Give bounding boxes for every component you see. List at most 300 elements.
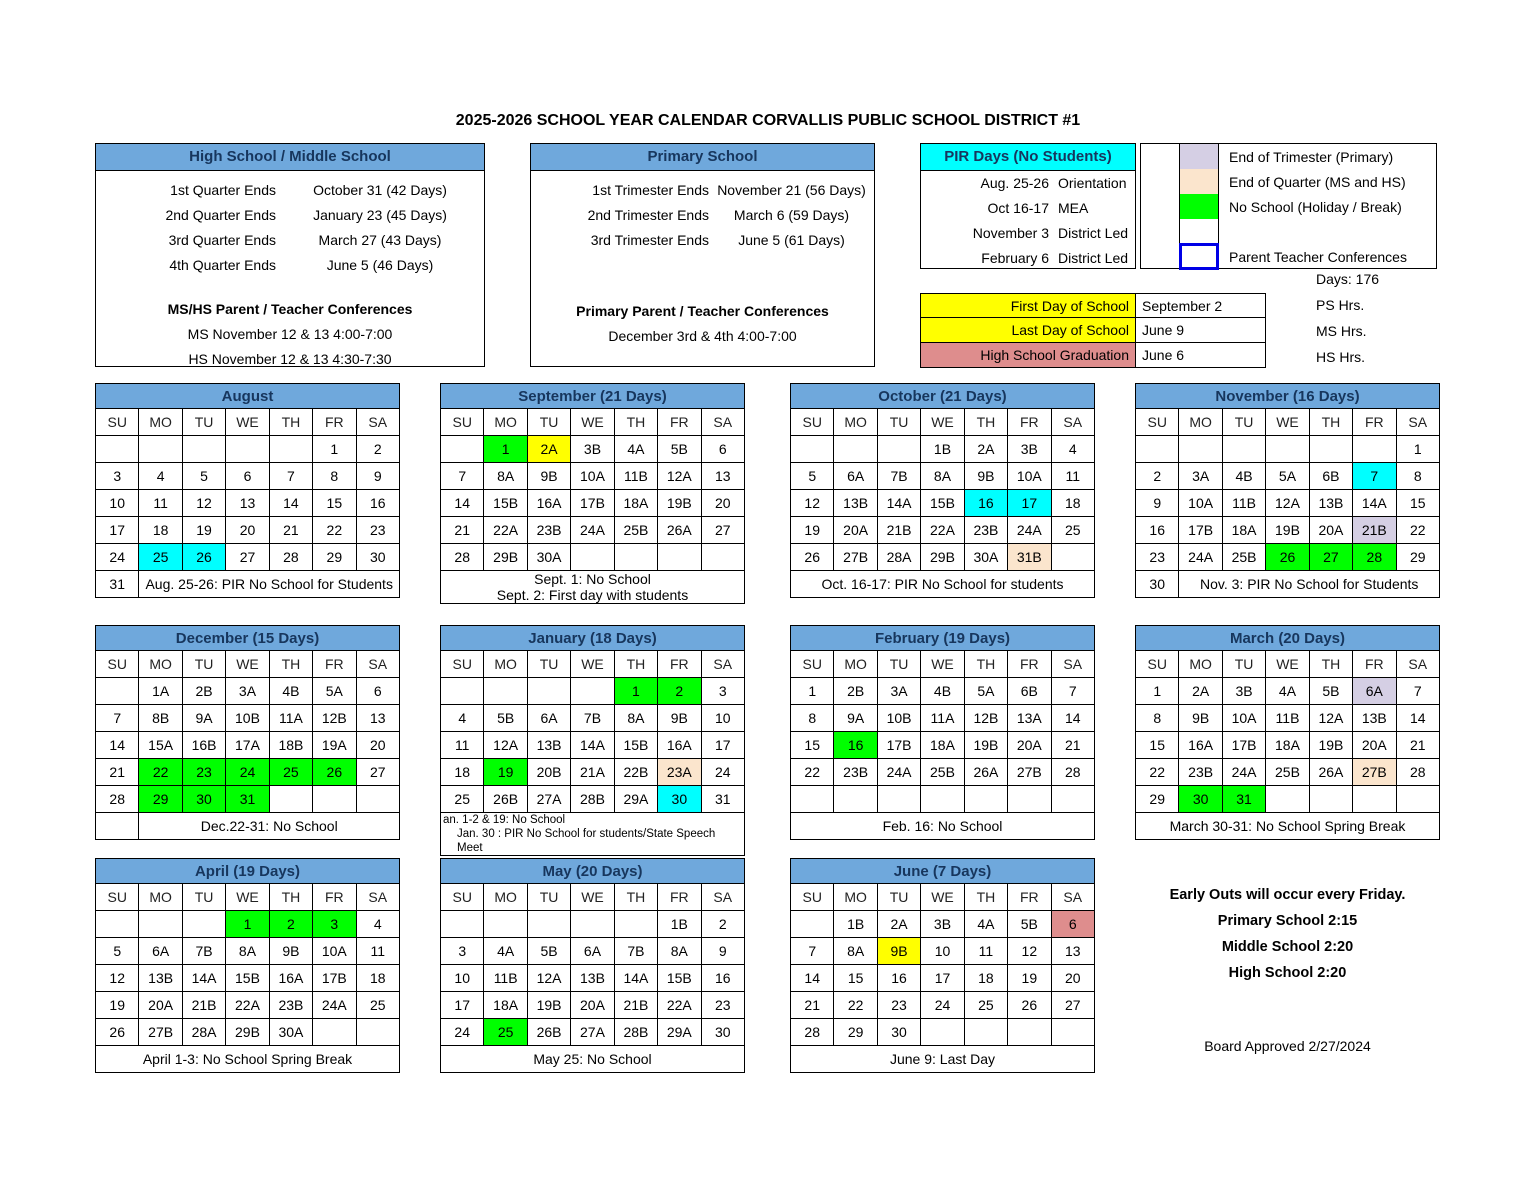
- day-cell: 26A: [1309, 759, 1352, 786]
- day-cell: 22: [834, 992, 877, 1019]
- month-note-line: Dec.22-31: No School: [200, 818, 338, 834]
- day-cell: 4B: [269, 678, 312, 705]
- month-note: [441, 813, 745, 856]
- month-note-line: Sept. 1: No School: [534, 571, 651, 587]
- day-header: TH: [614, 409, 657, 436]
- day-cell: 20: [226, 517, 269, 544]
- day-cell: 2B: [834, 678, 877, 705]
- day-cell: 9A: [834, 705, 877, 732]
- day-cell: 19A: [313, 732, 356, 759]
- legend-label: End of Quarter (MS and HS): [1229, 173, 1406, 190]
- day-header: TU: [1222, 409, 1265, 436]
- day-header: MO: [484, 409, 527, 436]
- day-cell: 9: [1136, 490, 1179, 517]
- day-header: MO: [834, 651, 877, 678]
- day-cell: 27B: [1008, 759, 1051, 786]
- day-cell: [1309, 786, 1352, 813]
- day-cell: 5B: [1008, 911, 1051, 938]
- day-header: SU: [96, 884, 139, 911]
- day-header: WE: [571, 409, 614, 436]
- day-header: TH: [614, 651, 657, 678]
- day-cell: 8A: [484, 463, 527, 490]
- day-cell: 1B: [658, 911, 701, 938]
- day-header: SU: [791, 409, 834, 436]
- day-header: FR: [1353, 651, 1396, 678]
- day-header: SU: [441, 884, 484, 911]
- day-cell: [964, 1019, 1007, 1046]
- day-header: FR: [313, 651, 356, 678]
- day-cell: 19: [1008, 965, 1051, 992]
- day-cell: 20A: [1008, 732, 1051, 759]
- day-cell: 14A: [877, 490, 920, 517]
- pir-row: [921, 196, 1135, 221]
- hs-hours: HS Hrs.: [1316, 349, 1365, 365]
- day-cell: 2A: [527, 436, 570, 463]
- day-cell: 25: [269, 759, 312, 786]
- ms-hours: MS Hrs.: [1316, 323, 1367, 339]
- month-note-line: Aug. 25-26: PIR No School for Students: [145, 576, 393, 592]
- month-february: [790, 625, 1095, 840]
- quarter-row: [96, 203, 484, 228]
- day-header: SU: [96, 409, 139, 436]
- key-date-row: [920, 343, 1266, 368]
- day-cell: 1B: [834, 911, 877, 938]
- day-cell: 23B: [964, 517, 1007, 544]
- day-header: SA: [1396, 409, 1439, 436]
- month-note: [139, 813, 400, 840]
- key-date-value: June 9: [1136, 318, 1266, 343]
- day-cell: 29: [139, 786, 182, 813]
- day-cell: 27: [1309, 544, 1352, 571]
- day-cell: 12: [791, 490, 834, 517]
- day-cell: 15: [1396, 490, 1439, 517]
- day-cell: 19B: [1266, 517, 1309, 544]
- day-cell: 12A: [527, 965, 570, 992]
- day-cell: 11B: [1266, 705, 1309, 732]
- day-cell: 10A: [1179, 490, 1222, 517]
- day-cell: 18: [1051, 490, 1094, 517]
- day-cell: 3: [313, 911, 356, 938]
- quarter-label: 3rd Quarter Ends: [168, 232, 276, 248]
- month-title: April (19 Days): [95, 858, 400, 883]
- day-cell: 8: [1136, 705, 1179, 732]
- day-cell: 23B: [269, 992, 312, 1019]
- hs-ms-box: [95, 143, 485, 367]
- day-header: TH: [1309, 409, 1352, 436]
- day-cell: 2: [701, 911, 744, 938]
- early-out-primary: Primary School 2:15: [1217, 913, 1358, 929]
- day-cell: 18: [139, 517, 182, 544]
- day-cell: [1266, 786, 1309, 813]
- day-cell: 4B: [1222, 463, 1265, 490]
- day-cell: 4A: [964, 911, 1007, 938]
- day-header: SU: [1136, 409, 1179, 436]
- day-header: SA: [1051, 884, 1094, 911]
- day-cell: 28: [269, 544, 312, 571]
- day-cell: 8A: [658, 938, 701, 965]
- day-cell: 2: [1136, 463, 1179, 490]
- ps-hours: PS Hrs.: [1316, 297, 1365, 313]
- legend-row: [1179, 219, 1407, 244]
- day-header: MO: [1179, 409, 1222, 436]
- trimester-date: June 5 (61 Days): [738, 232, 845, 248]
- days-hours-block: [1316, 266, 1379, 370]
- day-cell: 1: [484, 436, 527, 463]
- day-header: WE: [226, 651, 269, 678]
- day-cell: 19B: [527, 992, 570, 1019]
- day-header: FR: [658, 409, 701, 436]
- day-cell: 18A: [614, 490, 657, 517]
- day-cell: 16: [834, 732, 877, 759]
- day-cell: 5B: [658, 436, 701, 463]
- day-cell: 23: [1136, 544, 1179, 571]
- day-cell: 1: [614, 678, 657, 705]
- day-cell: [527, 911, 570, 938]
- day-cell: 8A: [921, 463, 964, 490]
- day-cell: 17: [921, 965, 964, 992]
- day-cell: 28: [1353, 544, 1396, 571]
- day-cell: 30: [356, 544, 399, 571]
- month-title: February (19 Days): [790, 625, 1095, 650]
- day-cell: 31: [701, 786, 744, 813]
- month-note-line: Jan. 30 : PIR No School for students/State Speech Meet: [457, 828, 716, 854]
- day-cell: 18: [964, 965, 1007, 992]
- day-cell: 19: [182, 517, 225, 544]
- day-cell: 24: [921, 992, 964, 1019]
- day-header: TU: [877, 651, 920, 678]
- day-cell: 19B: [964, 732, 1007, 759]
- day-cell: 13: [226, 490, 269, 517]
- day-cell: 17B: [1179, 517, 1222, 544]
- day-cell: [571, 544, 614, 571]
- trimester-row: [531, 178, 874, 203]
- day-header: TH: [269, 409, 312, 436]
- day-cell: 7: [1396, 678, 1439, 705]
- day-cell: 26B: [484, 786, 527, 813]
- month-grid: [440, 408, 745, 604]
- day-cell: 7: [269, 463, 312, 490]
- day-cell: [356, 786, 399, 813]
- day-header: SU: [441, 409, 484, 436]
- day-cell: 20A: [139, 992, 182, 1019]
- day-cell: 8A: [614, 705, 657, 732]
- day-cell: [1051, 544, 1094, 571]
- day-cell: 26: [96, 1019, 139, 1046]
- day-cell: 27: [356, 759, 399, 786]
- day-cell: 11B: [1222, 490, 1265, 517]
- day-cell: 5A: [964, 678, 1007, 705]
- day-header: SA: [1051, 651, 1094, 678]
- pir-row: [921, 246, 1135, 271]
- month-note: [139, 571, 400, 598]
- day-cell: 9B: [269, 938, 312, 965]
- month-note-line: May 25: No School: [533, 1051, 652, 1067]
- day-cell: 22A: [921, 517, 964, 544]
- day-cell: [182, 911, 225, 938]
- day-cell: 21: [96, 759, 139, 786]
- day-cell: [1179, 436, 1222, 463]
- pir-label: District Led: [1058, 250, 1129, 266]
- days-total: Days: 176: [1316, 271, 1380, 287]
- day-cell: 17: [96, 517, 139, 544]
- conference-line: December 3rd & 4th 4:00-7:00: [608, 328, 797, 344]
- day-cell: [96, 678, 139, 705]
- day-cell: [527, 678, 570, 705]
- ptc-swatch: [1179, 243, 1219, 270]
- day-cell: 20: [1051, 965, 1094, 992]
- key-date-label: High School Graduation: [920, 343, 1136, 368]
- day-cell: 5A: [1266, 463, 1309, 490]
- month-august: [95, 383, 400, 598]
- day-cell: 1A: [139, 678, 182, 705]
- pir-date: Aug. 25-26: [980, 175, 1049, 191]
- day-cell: 5A: [313, 678, 356, 705]
- month-january: [440, 625, 745, 856]
- day-cell: 22A: [484, 517, 527, 544]
- legend-row: [1179, 144, 1407, 169]
- day-cell: [877, 436, 920, 463]
- day-cell: 25B: [1266, 759, 1309, 786]
- day-cell: [269, 436, 312, 463]
- day-header: MO: [139, 651, 182, 678]
- quarter-label: 1st Quarter Ends: [170, 182, 276, 198]
- day-cell: 29: [1396, 544, 1439, 571]
- month-note: [96, 1046, 400, 1073]
- day-header: WE: [921, 884, 964, 911]
- month-title: March (20 Days): [1135, 625, 1440, 650]
- day-cell: 3B: [1222, 678, 1265, 705]
- day-cell: 4: [139, 463, 182, 490]
- day-cell: 29B: [484, 544, 527, 571]
- day-cell: 17B: [313, 965, 356, 992]
- page-title: 2025-2026 SCHOOL YEAR CALENDAR CORVALLIS PUBLIC SCHOOL DISTRICT #1: [455, 112, 1081, 129]
- day-cell: [484, 911, 527, 938]
- day-cell: 14A: [1353, 490, 1396, 517]
- hs-ms-conferences: [96, 297, 484, 372]
- day-cell: 1: [1396, 436, 1439, 463]
- day-cell: 11: [139, 490, 182, 517]
- day-cell: 12: [182, 490, 225, 517]
- day-cell: 16: [1136, 517, 1179, 544]
- day-cell: 25B: [614, 517, 657, 544]
- day-cell: 6A: [834, 463, 877, 490]
- early-out-high: High School 2:20: [1228, 965, 1347, 981]
- day-cell: 17B: [571, 490, 614, 517]
- month-note: [791, 571, 1095, 598]
- month-title: January (18 Days): [440, 625, 745, 650]
- day-header: TH: [1309, 651, 1352, 678]
- month-grid: [440, 883, 745, 1073]
- day-cell: 11A: [269, 705, 312, 732]
- day-header: SU: [441, 651, 484, 678]
- day-header: FR: [658, 651, 701, 678]
- day-header: WE: [1266, 409, 1309, 436]
- day-cell: 9B: [1179, 705, 1222, 732]
- day-cell: 9B: [964, 463, 1007, 490]
- month-note-line: April 1-3: No School Spring Break: [142, 1051, 353, 1067]
- day-cell: 13: [356, 705, 399, 732]
- day-cell: [313, 1019, 356, 1046]
- day-header: SU: [791, 884, 834, 911]
- day-header: TU: [182, 884, 225, 911]
- conference-title: MS/HS Parent / Teacher Conferences: [167, 301, 413, 317]
- day-cell: 24A: [571, 517, 614, 544]
- day-cell: 16A: [1179, 732, 1222, 759]
- day-cell: 23B: [834, 759, 877, 786]
- day-cell: 25: [139, 544, 182, 571]
- day-cell: 15B: [658, 965, 701, 992]
- month-june: [790, 858, 1095, 1073]
- day-cell: 28B: [571, 786, 614, 813]
- day-cell: 8A: [226, 938, 269, 965]
- day-cell: 26B: [527, 1019, 570, 1046]
- day-cell: 13B: [1309, 490, 1352, 517]
- day-header: TU: [877, 884, 920, 911]
- day-cell: [834, 436, 877, 463]
- day-cell: [96, 911, 139, 938]
- day-header: SA: [701, 884, 744, 911]
- day-cell: 4A: [614, 436, 657, 463]
- month-note: [441, 1046, 745, 1073]
- day-cell: 21B: [1353, 517, 1396, 544]
- month-grid: [790, 408, 1095, 598]
- day-cell: 10B: [226, 705, 269, 732]
- primary-box: [530, 143, 875, 367]
- key-date-row: [920, 293, 1266, 318]
- primary-rows: [531, 171, 874, 253]
- day-cell: 27A: [527, 786, 570, 813]
- month-grid: [1135, 650, 1440, 840]
- month-title: August: [95, 383, 400, 408]
- day-cell: [614, 544, 657, 571]
- day-cell: 19: [484, 759, 527, 786]
- month-note-line: Nov. 3: PIR No School for Students: [1200, 576, 1419, 592]
- day-cell: 12A: [1266, 490, 1309, 517]
- day-header: MO: [1179, 651, 1222, 678]
- day-cell: [313, 786, 356, 813]
- day-header: TH: [964, 884, 1007, 911]
- day-cell: 9B: [877, 938, 920, 965]
- day-cell: 29A: [658, 1019, 701, 1046]
- day-cell: [356, 1019, 399, 1046]
- day-cell: 30: [877, 1019, 920, 1046]
- day-header: TU: [877, 409, 920, 436]
- pir-label: District Led: [1058, 225, 1129, 241]
- day-cell: 18: [441, 759, 484, 786]
- legend-row: [1179, 194, 1407, 219]
- day-cell: 5B: [527, 938, 570, 965]
- day-header: MO: [139, 884, 182, 911]
- early-out-middle: Middle School 2:20: [1221, 939, 1354, 955]
- month-note: [1136, 813, 1440, 840]
- day-cell: 3B: [921, 911, 964, 938]
- day-cell: 17A: [226, 732, 269, 759]
- pir-days-box: [920, 143, 1136, 269]
- day-cell: 26A: [658, 517, 701, 544]
- day-cell: 11: [964, 938, 1007, 965]
- day-cell: 17: [441, 992, 484, 1019]
- day-cell: [791, 436, 834, 463]
- day-cell: 5: [182, 463, 225, 490]
- conference-line: MS November 12 & 13 4:00-7:00: [187, 326, 393, 342]
- month-march: [1135, 625, 1440, 840]
- day-cell: 9B: [527, 463, 570, 490]
- day-header: FR: [1008, 651, 1051, 678]
- day-header: WE: [571, 884, 614, 911]
- day-cell: 22: [313, 517, 356, 544]
- pir-date: Oct 16-17: [987, 200, 1049, 216]
- month-grid: [95, 408, 400, 598]
- key-date-row: [920, 318, 1266, 343]
- day-cell: 15B: [614, 732, 657, 759]
- day-cell: 8: [1396, 463, 1439, 490]
- month-note-line: Sept. 2: First day with students: [496, 587, 689, 603]
- day-header: MO: [139, 409, 182, 436]
- day-cell: 31: [226, 786, 269, 813]
- key-date-label: Last Day of School: [920, 318, 1136, 343]
- day-cell: 22: [139, 759, 182, 786]
- day-cell: 28: [1396, 759, 1439, 786]
- day-cell: 27B: [1353, 759, 1396, 786]
- day-cell: 24: [441, 1019, 484, 1046]
- day-header: WE: [1266, 651, 1309, 678]
- day-cell: 4: [1051, 436, 1094, 463]
- day-header: TU: [527, 884, 570, 911]
- day-cell: 17B: [877, 732, 920, 759]
- quarter-date: March 27 (43 Days): [318, 232, 442, 248]
- day-cell: 28: [441, 544, 484, 571]
- quarter-row: [96, 228, 484, 253]
- day-cell: 6A: [139, 938, 182, 965]
- day-cell: 13: [1051, 938, 1094, 965]
- day-header: TH: [964, 409, 1007, 436]
- day-cell: 9A: [182, 705, 225, 732]
- day-cell: 25: [484, 1019, 527, 1046]
- day-header: FR: [313, 409, 356, 436]
- day-header: SA: [701, 409, 744, 436]
- day-cell: 12A: [1309, 705, 1352, 732]
- day-cell: 5B: [1309, 678, 1352, 705]
- day-cell: 15B: [226, 965, 269, 992]
- day-cell: 20A: [1353, 732, 1396, 759]
- day-cell: 21: [1396, 732, 1439, 759]
- month-grid: [1135, 408, 1440, 598]
- day-cell: 24A: [1008, 517, 1051, 544]
- pir-date: February 6: [981, 250, 1049, 266]
- day-cell: 2A: [877, 911, 920, 938]
- day-cell: 21: [1051, 732, 1094, 759]
- day-cell: 2: [356, 436, 399, 463]
- day-cell: 29B: [921, 544, 964, 571]
- day-header: FR: [1008, 884, 1051, 911]
- day-cell: 10A: [313, 938, 356, 965]
- day-cell: 22: [791, 759, 834, 786]
- day-cell: 16: [701, 965, 744, 992]
- day-cell: 25: [441, 786, 484, 813]
- day-header: TU: [527, 409, 570, 436]
- quarter-label: 2nd Quarter Ends: [165, 207, 276, 223]
- day-header: WE: [921, 651, 964, 678]
- pir-row: [921, 171, 1135, 196]
- day-cell: 16A: [269, 965, 312, 992]
- day-cell: 5: [791, 463, 834, 490]
- day-header: MO: [484, 884, 527, 911]
- legend-label: Parent Teacher Conferences: [1229, 248, 1407, 265]
- day-cell: 6: [356, 678, 399, 705]
- day-cell: [834, 786, 877, 813]
- day-header: WE: [921, 409, 964, 436]
- month-note-line: Feb. 16: No School: [882, 818, 1003, 834]
